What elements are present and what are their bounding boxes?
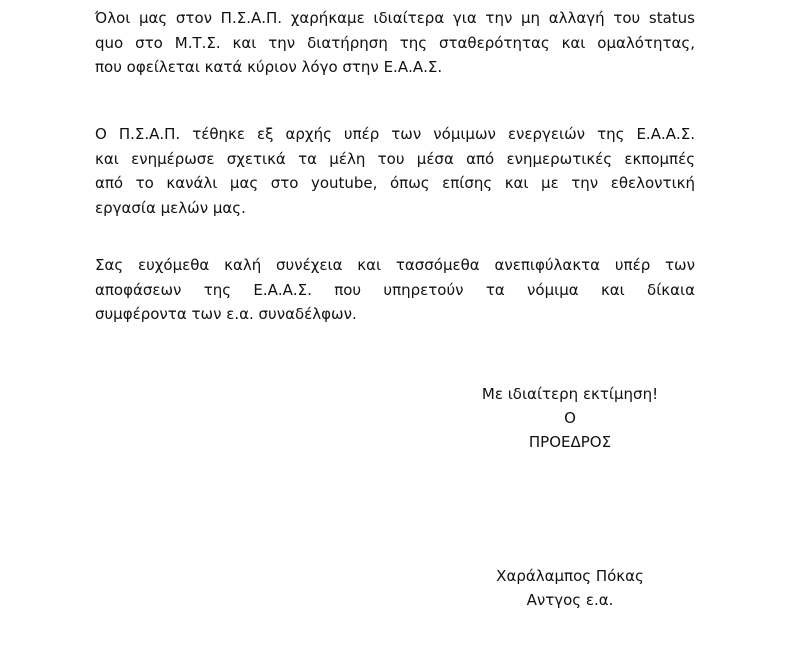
signature-block xyxy=(470,564,670,612)
paragraph-line: εργασία μελών μας. xyxy=(95,198,246,217)
closing-greeting: Με ιδιαίτερη εκτίμηση! xyxy=(481,385,659,403)
signatory-name: Χαράλαμπος Πόκας xyxy=(496,567,644,585)
closing-title: ΠΡΟΕΔΡΟΣ xyxy=(528,433,612,451)
paragraph-line: που οφείλεται κατά κύριον λόγο στην Ε.Α.Α.Σ. xyxy=(95,58,443,76)
paragraph-line: αποφάσεων της Ε.Α.Α.Σ. που υπηρετούν τα νόμιμα και δίκαια xyxy=(95,280,695,299)
paragraph-line: από το κανάλι μας στο youtube, όπως επίσης και με την εθελοντική xyxy=(95,174,695,192)
paragraph-2 xyxy=(95,122,695,220)
signatory-rank: Αντγος ε.α. xyxy=(526,591,614,609)
paragraph-line: συμφέροντα των ε.α. συναδέλφων. xyxy=(95,305,357,323)
paragraph-line: Όλοι μας στον Π.Σ.Α.Π. χαρήκαμε ιδιαίτερα για την μη αλλαγή του status xyxy=(95,9,695,27)
paragraph-1 xyxy=(95,6,695,80)
paragraph-line: quo στο Μ.Τ.Σ. και την διατήρηση της σταθερότητας και ομαλότητας, xyxy=(95,33,695,52)
paragraph-line: Ο Π.Σ.Α.Π. τέθηκε εξ αρχής υπέρ των νόμιμων ενεργειών της Ε.Α.Α.Σ. xyxy=(95,125,695,143)
paragraph-line: και ενημέρωσε σχετικά τα μέλη του μέσα από ενημερωτικές εκπομπές xyxy=(95,149,695,168)
closing-block xyxy=(470,382,670,454)
closing-article: Ο xyxy=(564,409,576,427)
paragraph-3 xyxy=(95,253,695,327)
paragraph-line: Σας ευχόμεθα καλή συνέχεια και τασσόμεθα ανεπιφύλακτα υπέρ των xyxy=(95,256,695,274)
